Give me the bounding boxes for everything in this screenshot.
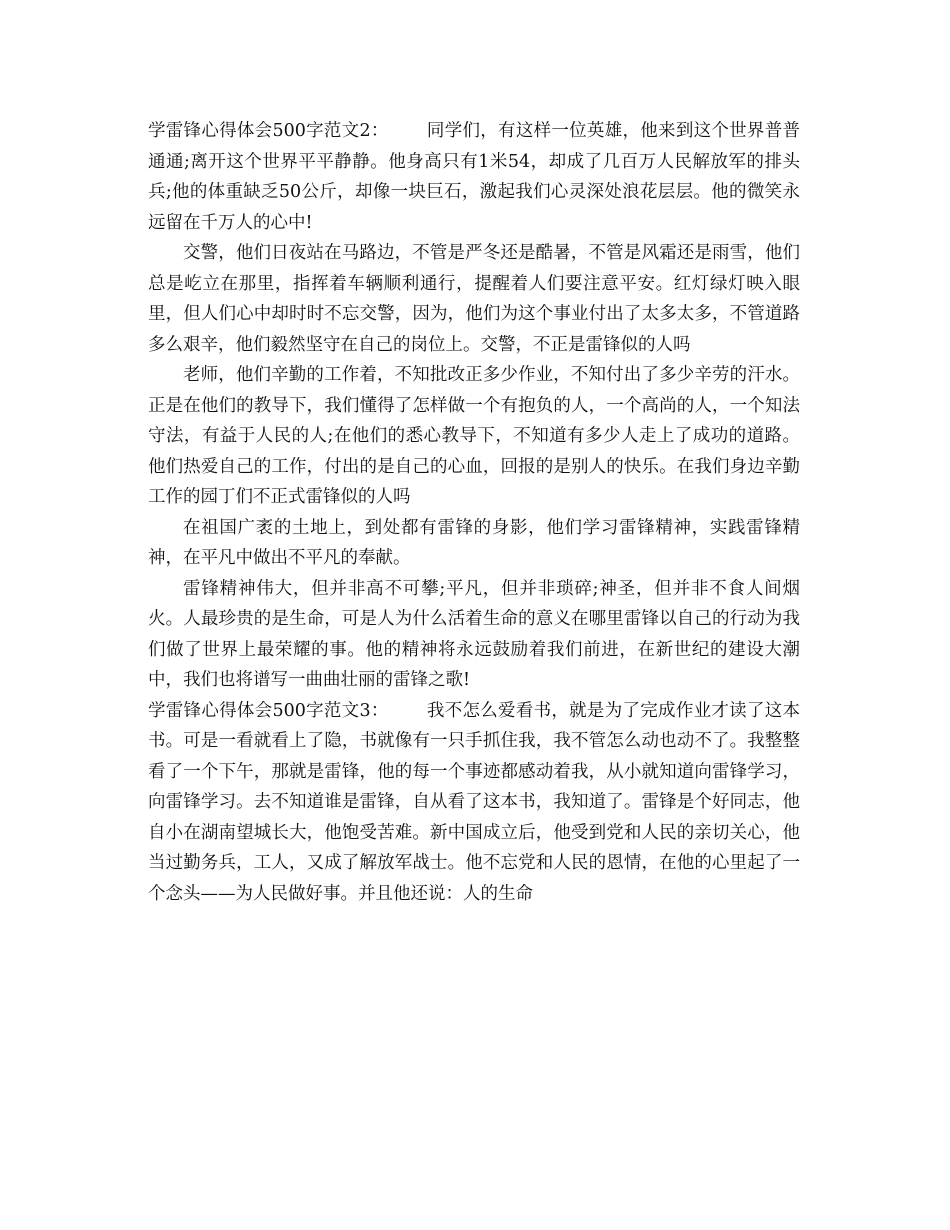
section-3-intro xyxy=(148,696,800,910)
section-2-heading: 学雷锋心得体会500字范文2： xyxy=(148,121,389,141)
section-2-intro xyxy=(148,116,800,238)
paragraph-lei-feng-spirit: 雷锋精神伟大，但并非高不可攀;平凡，但并非琐碎;神圣，但并非不食人间烟火。人最珍贵的是生命，可是人为什么活着生命的意义在哪里雷锋以自己的行动为我们做了世界上最荣耀的事。他的精神将永远鼓励着我们前进，在新世纪的建设大潮中，我们也将谱写一曲曲壮丽的雷锋之歌! xyxy=(148,578,800,690)
section-2-lead: 同学们，有这样一位英雄，他来到这个世界普普通通;离开这个世界平平静静。他身高只有1米54，却成了几百万人民解放军的排头兵;他的体重缺乏50公斤，却像一块巨石，激起我们心灵深处浪花层层。他的微笑永远留在千万人的心中! xyxy=(148,121,800,233)
paragraph-teachers: 老师，他们辛勤的工作着，不知批改正多少作业，不知付出了多少辛劳的汗水。正是在他们的教导下，我们懂得了怎样做一个有抱负的人，一个高尚的人，一个知法守法，有益于人民的人;在他们的悉心教导下，不知道有多少人走上了成功的道路。他们热爱自己的工作，付出的是自己的心血，回报的是别人的快乐。在我们身边辛勤工作的园丁们不正式雷锋似的人吗 xyxy=(148,365,800,507)
section-3-lead: 我不怎么爱看书，就是为了完成作业才读了这本书。可是一看就看上了隐，书就像有一只手抓住我，我不管怎么动也动不了。我整整看了一个下午，那就是雷锋，他的每一个事迹都感动着我，从小就知道向雷锋学习，向雷锋学习。去不知道谁是雷锋，自从看了这本书，我知道了。雷锋是个好同志，他自小在湖南望城长大，他饱受苦难。新中国成立后，他受到党和人民的亲切关心，他当过勤务兵，工人，又成了解放军战士。他不忘党和人民的恩情，在他的心里起了一个念头——为人民做好事。并且他还说：人的生命 xyxy=(148,700,800,904)
paragraph-motherland: 在祖国广袤的土地上，到处都有雷锋的身影，他们学习雷锋精神，实践雷锋精神，在平凡中做出不平凡的奉献。 xyxy=(148,517,800,568)
document-body xyxy=(148,116,800,909)
paragraph-traffic-police: 交警，他们日夜站在马路边，不管是严冬还是酷暑，不管是风霜还是雨雪，他们总是屹立在那里，指挥着车辆顺利通行，提醒着人们要注意平安。红灯绿灯映入眼里，但人们心中却时时不忘交警，因为，他们为这个事业付出了太多太多，不管道路多么艰辛，他们毅然坚守在自己的岗位上。交警，不正是雷锋似的人吗 xyxy=(148,243,800,355)
section-3-heading: 学雷锋心得体会500字范文3： xyxy=(148,700,389,721)
